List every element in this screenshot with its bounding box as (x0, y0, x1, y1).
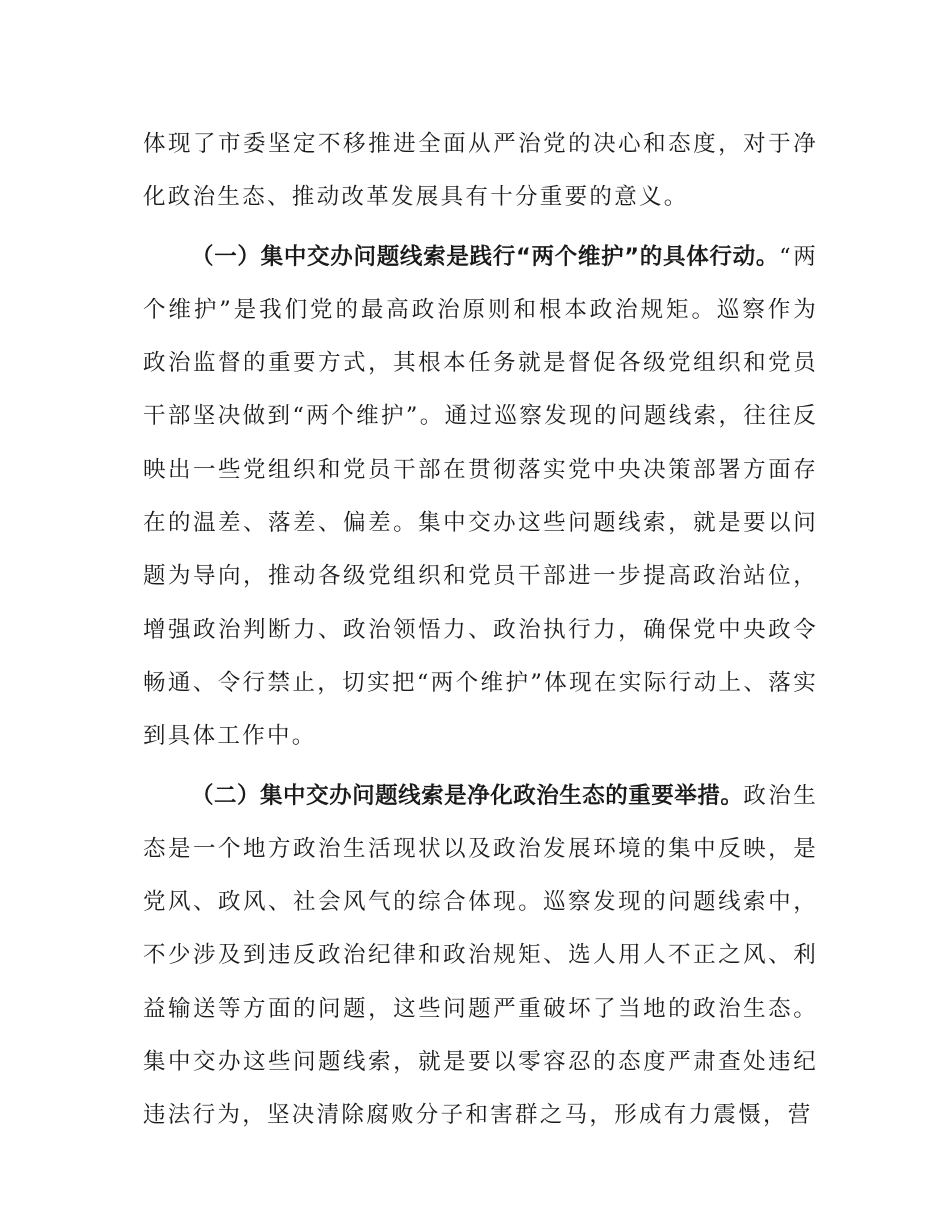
section-one-text: “两个维护”是我们党的最高政治原则和根本政治规矩。巡察作为政治监督的重要方式，其根本任务就是督促各级党组织和党员干部坚决做到“两个维护”。通过巡察发现的问题线索，往往反映出一些党组织和党员干部在贯彻落实党中央决策部署方面存在的温差、落差、偏差。集中交办这些问题线索，就是要以问题为导向，推动各级党组织和党员干部进一步提高政治站位，增强政治判断力、政治领悟力、政治执行力，确保党中央政令畅通、令行禁止，切实把“两个维护”体现在实际行动上、落实到具体工作中。 (143, 243, 818, 750)
document-body (143, 118, 818, 1149)
section-two-heading: （二）集中交办问题线索是净化政治生态的重要举措。 (191, 782, 744, 809)
paragraph-text: 体现了市委坚定不移推进全面从严治党的决心和态度，对于净化政治生态、推动改革发展具有十分重要的意义。 (143, 131, 818, 211)
paragraph-section-one (143, 231, 818, 764)
paragraph-continuation (143, 118, 818, 225)
section-one-heading: （一）集中交办问题线索是践行“两个维护”的具体行动。 (191, 243, 780, 270)
paragraph-section-two (143, 770, 818, 1143)
section-two-text: 政治生态是一个地方政治生活现状以及政治发展环境的集中反映，是党风、政风、社会风气的综合体现。巡察发现的问题线索中，不少涉及到违反政治纪律和政治规矩、选人用人不正之风、利益输送等方面的问题，这些问题严重破坏了当地的政治生态。集中交办这些问题线索，就是要以零容忍的态度严肃查处违纪违法行为，坚决清除腐败分子和害群之马，形成有力震慑，营 (143, 782, 818, 1129)
